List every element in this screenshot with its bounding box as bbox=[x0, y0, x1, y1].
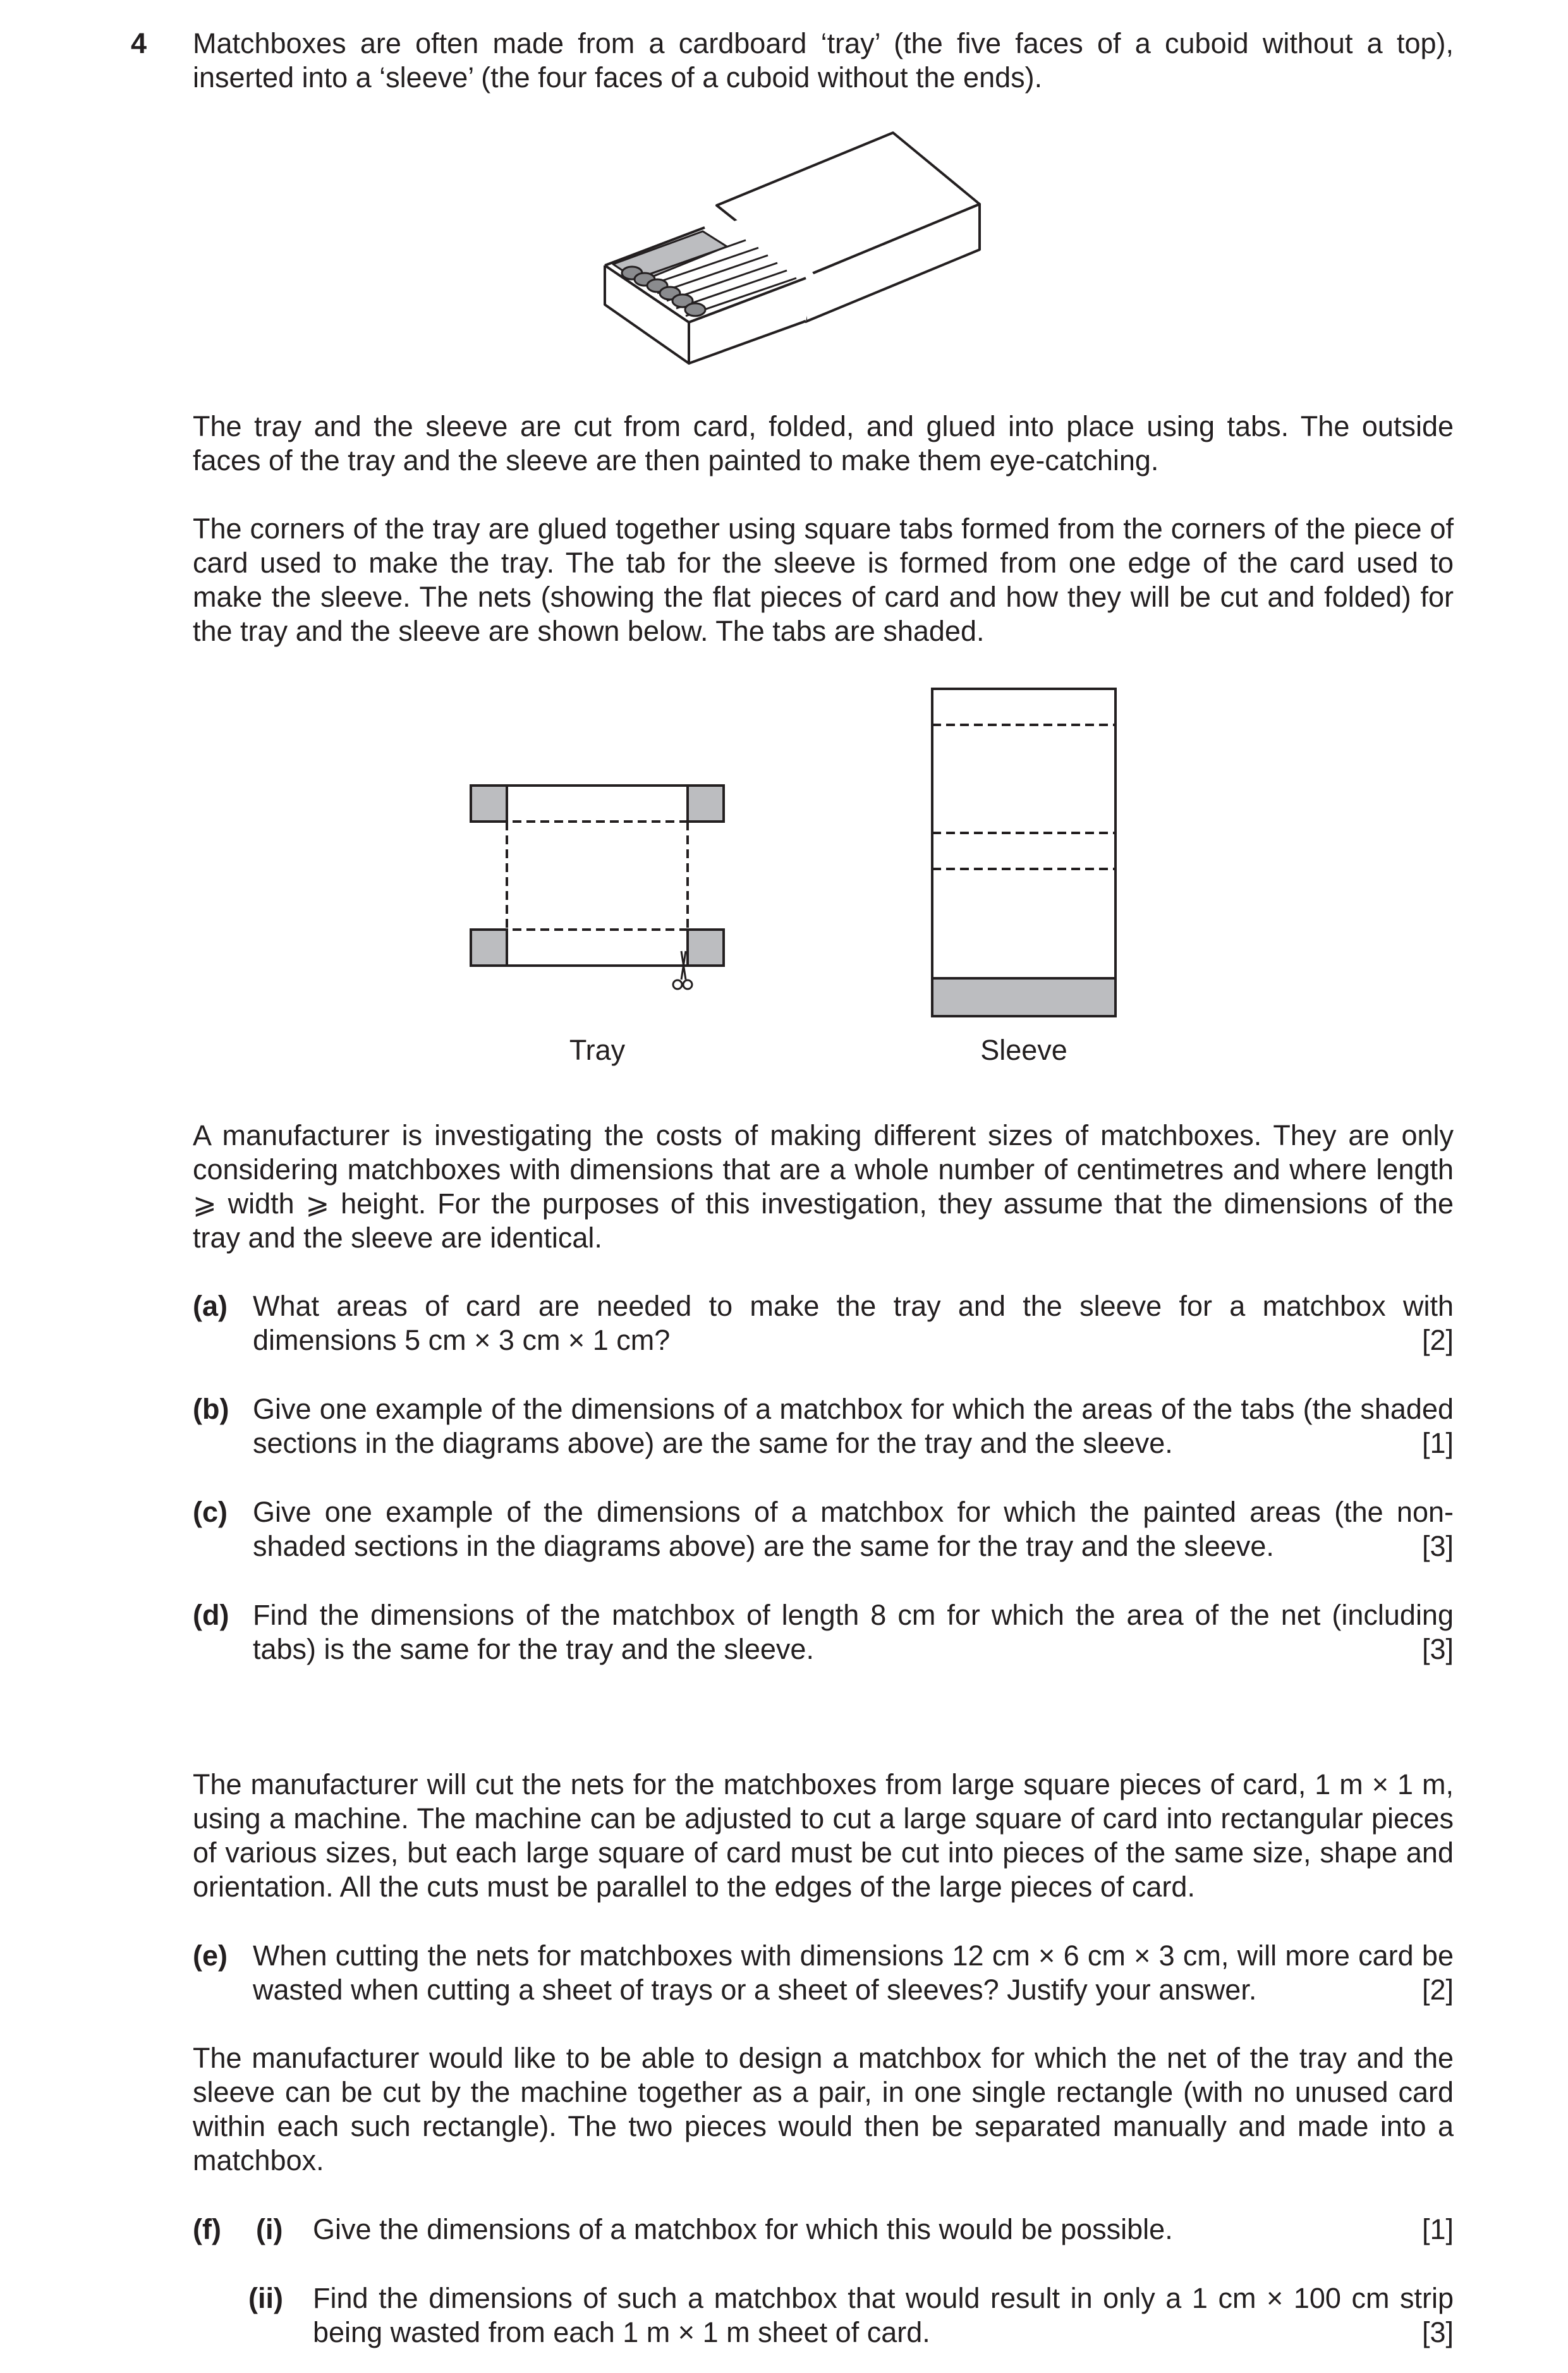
part-f-ii bbox=[193, 2281, 1454, 2350]
part-f-i-label: (i) bbox=[256, 2213, 283, 2245]
part-f-i bbox=[193, 2212, 1454, 2247]
part-d-marks: [3] bbox=[1421, 1633, 1454, 1665]
tray-caption: Tray bbox=[569, 1034, 626, 1066]
part-c-label: (c) bbox=[193, 1496, 228, 1528]
part-e-marks: [2] bbox=[1421, 1974, 1454, 2006]
part-f-ii-label: (ii) bbox=[248, 2282, 283, 2314]
intro-paragraph: Matchboxes are often made from a cardboard ‘tray’ (the five faces of a cuboid without a top), inserted into a ‘sleeve’ (the four faces of a cuboid without the ends). bbox=[193, 27, 1454, 94]
part-a bbox=[193, 1289, 1454, 1357]
part-c-marks: [3] bbox=[1421, 1530, 1454, 1562]
part-d-label: (d) bbox=[193, 1599, 229, 1631]
part-f-ii-marks: [3] bbox=[1421, 2316, 1454, 2348]
sleeve-caption: Sleeve bbox=[980, 1034, 1067, 1066]
painting-paragraph: The tray and the sleeve are cut from card, folded, and glued into place using tabs. The outside faces of the tray and the sleeve are then painted to make them eye-catching. bbox=[193, 410, 1454, 476]
part-d-text: Find the dimensions of the matchbox of length 8 cm for which the area of the net (including tabs) is the same for the tray and the sleeve. bbox=[253, 1599, 1454, 1665]
manufacturer-paragraph: A manufacturer is investigating the costs of making different sizes of matchboxes. They are only considering matchboxes with dimensions that are a whole number of centimetres and where length ⩾ width ⩾ height. For the purposes of this investigation, they assume that the dimensions of the tray and the sleeve are identical. bbox=[193, 1119, 1454, 1254]
part-b bbox=[193, 1392, 1454, 1460]
tray-net-diagram bbox=[465, 777, 736, 998]
question-number: 4 bbox=[131, 27, 147, 59]
part-e-text: When cutting the nets for matchboxes with dimensions 12 cm × 6 cm × 3 cm, will more card be wasted when cutting a sheet of trays or a sheet of sleeves? Justify your answer. bbox=[253, 1939, 1454, 2006]
part-c bbox=[193, 1495, 1454, 1563]
part-a-text: What areas of card are needed to make the tray and the sleeve for a matchbox with dimensions 5 cm × 3 cm × 1 cm? bbox=[253, 1290, 1454, 1356]
part-a-label: (a) bbox=[193, 1290, 228, 1322]
part-e-label: (e) bbox=[193, 1939, 228, 1972]
part-f-ii-text: Find the dimensions of such a matchbox that would result in only a 1 cm × 100 cm strip being wasted from each 1 m × 1 m sheet of card. bbox=[313, 2282, 1454, 2348]
matchbox-illustration bbox=[600, 130, 992, 376]
part-b-text: Give one example of the dimensions of a matchbox for which the areas of the tabs (the shaded sections in the diagrams above) are the same for the tray and the sleeve. bbox=[253, 1393, 1454, 1459]
sleeve-net-diagram bbox=[926, 683, 1122, 1024]
tabs-paragraph: The corners of the tray are glued together using square tabs formed from the corners of the piece of card used to make the tray. The tab for the sleeve is formed from one edge of the card used to make the sleeve. The nets (showing the flat pieces of card and how they will be cut and folded) for the tray and the sleeve are shown below. The tabs are shaded. bbox=[193, 513, 1454, 647]
part-d bbox=[193, 1598, 1454, 1666]
part-a-marks: [2] bbox=[1421, 1324, 1454, 1356]
part-b-label: (b) bbox=[193, 1393, 229, 1425]
part-f-i-marks: [1] bbox=[1421, 2213, 1454, 2245]
part-b-marks: [1] bbox=[1421, 1427, 1454, 1459]
part-f-i-text: Give the dimensions of a matchbox for which this would be possible. bbox=[313, 2213, 1173, 2245]
part-c-text: Give one example of the dimensions of a matchbox for which the painted areas (the non-shaded sections in the diagrams above) are the same for the tray and the sleeve. bbox=[253, 1496, 1454, 1562]
part-f-label: (f) bbox=[193, 2213, 221, 2245]
cutting-paragraph: The manufacturer will cut the nets for the matchboxes from large square pieces of card, 1 m × 1 m, using a machine. The machine can be adjusted to cut a large square of card into rectangular pieces of various sizes, but each large square of card must be cut into pieces of the same size, shape and orientation. All the cuts must be parallel to the edges of the large pieces of card. bbox=[193, 1768, 1454, 1903]
part-e bbox=[193, 1939, 1454, 2007]
pair-paragraph: The manufacturer would like to be able to design a matchbox for which the net of the tray and the sleeve can be cut by the machine together as a pair, in one single rectangle (with no unused card within each such rectangle). The two pieces would then be separated manually and made into a matchbox. bbox=[193, 2042, 1454, 2176]
